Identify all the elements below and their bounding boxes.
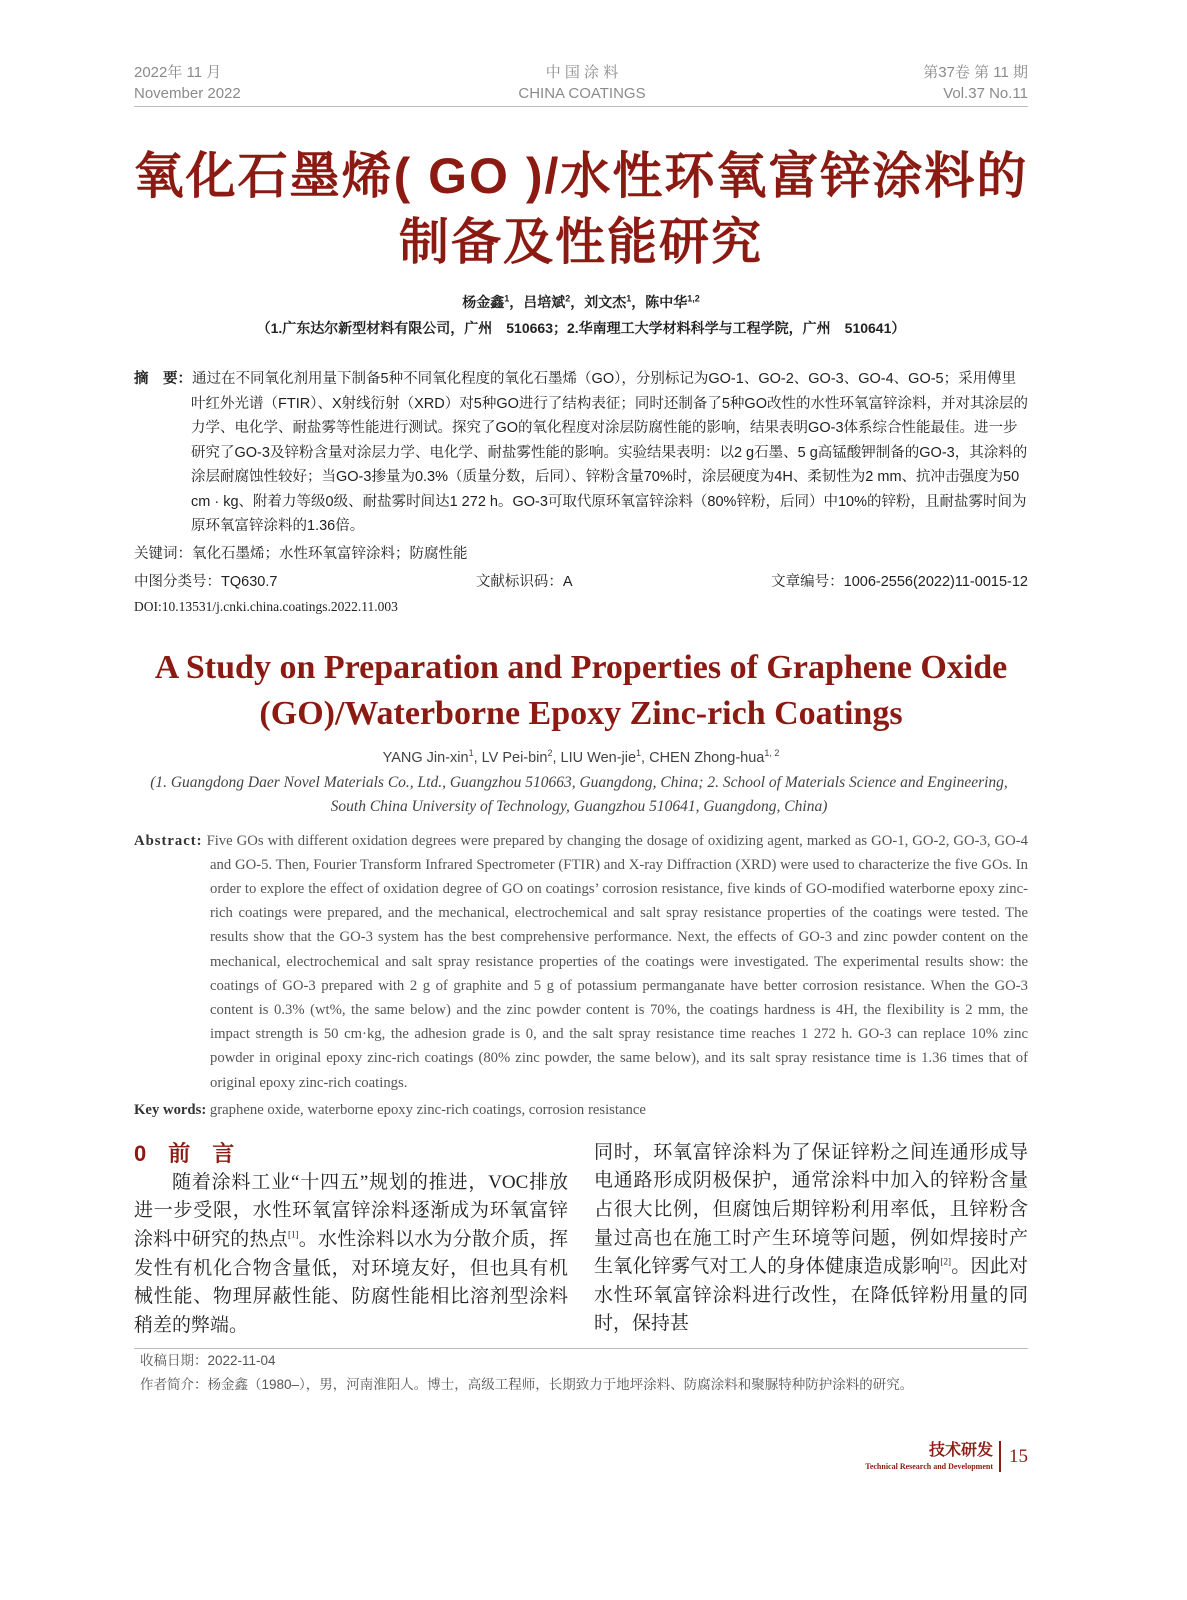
body-text: 随着涂料工业“十四五”规划的推进，VOC排放进一步受限，水性环氧富锌涂料逐渐成为环氧富锌涂料中研究的热点 [134,1171,568,1250]
author-sup: 1 [468,747,474,758]
journal-en: CHINA COATINGS [518,85,646,102]
cn-title-line: 制备及性能研究 [399,214,763,270]
author-sup: 1 [504,293,510,304]
body-column-right [594,1139,1028,1341]
body-text: 。因此对水性环氧富锌涂料进行改性，在降低锌粉用量的同时，保持甚 [594,1256,1028,1335]
author-sup: 2 [565,293,571,304]
cn-abstract-label: 摘 要： [134,371,192,387]
en-keywords-text: graphene oxide, waterborne epoxy zinc-rich coatings, corrosion resistance [206,1101,646,1118]
author-sup: 2 [547,747,553,758]
cn-abstract-text: 通过在不同氧化剂用量下制备5种不同氧化程度的氧化石墨烯（GO），分别标记为GO-1、GO-2、GO-3、GO-4、GO-5；采用傅里叶红外光谱（FTIR）、X射线衍射（XRD）对5种GO进行了结构表征；同时还制备了5种GO改性的水性环氧富锌涂料，并对其涂层的力学、电化学、耐盐雾等性能进行测试。探究了GO的氧化程度对涂层防腐性能的影响，结果表明GO-3体系综合性能最佳。进一步研究了GO-3及锌粉含量对涂层力学、电化学、耐盐雾性能的影响。实验结果表明：以2 g石墨、5 g高锰酸钾制备的GO-3，其涂料的涂层耐腐蚀性较好；当GO-3掺量为0.3%（质量分数，后同）、锌粉含量70%时，涂层硬度为4H、柔韧性为2 mm、抗冲击强度为50 cm · kg、附着力等级0级、耐盐雾时间达1 272 h。GO-3可取代原环氧富锌涂料（80%锌粉，后同）中10%的锌粉，且耐盐雾时间为原环氧富锌涂料的1.36倍。 [191,371,1028,534]
issue-en: Vol.37 No.11 [943,85,1028,102]
author: CHEN Zhong-hua [649,749,765,766]
article-number: 文章编号：1006-2556(2022)11-0015-12 [771,573,1028,590]
cn-authors: 杨金鑫$^1$，吕培斌$^2$，刘文杰$^1$，陈中华$^{1,2}$ [462,293,700,310]
cn-title [100,143,1062,275]
en-title [100,645,1062,737]
clc-number: 中图分类号：TQ630.7 [134,573,278,590]
en-affiliation: (1. Guangdong Daer Novel Materials Co., Ltd., Guangzhou 510663, Guangdong, China; 2. School of Materials Science and Engineering, South China University of Technology, Guangzhou 510641, Guangdong, China) [150,773,1008,815]
citation-link[interactable]: [2] [940,1256,951,1267]
section-cn: 技术研发 [928,1442,993,1460]
document-code: 文献标识码：A [475,573,573,590]
en-abstract-label: Abstract: [134,832,203,849]
author-sup: 1 [626,293,632,304]
en-keywords [134,1099,1028,1121]
author: 陈中华 [645,294,688,310]
en-authors: YANG Jin-xin$^1$, LV Pei-bin$^2$, LIU Wen-jie$^1$, CHEN Zhong-hua$^{1, 2}$ [382,747,780,766]
en-title-line: A Study on Preparation and Properties of Graphene Oxide [154,648,1008,686]
body-columns [134,1139,1028,1341]
cn-affiliation: （1.广东达尔新型材料有限公司，广州 510663；2.华南理工大学材料科学与工程学院，广州 510641） [256,320,906,336]
author: 吕培斌 [523,294,566,310]
section-en: Technical Research and Development [865,1462,993,1472]
page-footer [134,1441,1028,1472]
author: YANG Jin-xin [382,749,469,766]
received-date: 收稿日期：2022-11-04 [140,1353,276,1369]
author: 杨金鑫 [462,294,505,310]
cn-classification [134,571,1028,593]
en-title-line: (GO)/Waterborne Epoxy Zinc-rich Coatings [259,694,903,732]
body-text: 。水性涂料以水为分散介质，挥发性有机化合物含量低，对环境友好，但也具有机械性能、物理屏蔽性能、防腐性能相比溶剂型涂料稍差的弊端。 [134,1228,568,1336]
author: LV Pei-bin [481,749,548,766]
en-abstract [134,829,1028,1095]
author-bio: 作者简介：杨金鑫（1980–），男，河南淮阳人。博士，高级工程师，长期致力于地坪涂料、防腐涂料和聚脲特种防护涂料的研究。 [140,1377,914,1393]
body-paragraph [134,1169,568,1341]
cn-title-line: 氧化石墨烯( GO )/水性环氧富锌涂料的 [133,148,1029,204]
page-number: 15 [1009,1445,1028,1467]
section-heading: 0 前 言 [134,1140,235,1166]
cn-keywords: 关键词：氧化石墨烯；水性环氧富锌涂料；防腐性能 [134,545,468,562]
cn-abstract [134,367,1028,539]
cn-abstract-block [134,367,1028,617]
header-date [134,62,241,104]
journal-cn: 中 国 涂 料 [545,64,619,81]
date-en: November 2022 [134,85,241,102]
issue-cn: 第37卷 第 11 期 [923,64,1028,81]
author-sup: 1, 2 [764,747,780,758]
body-column-left [134,1139,568,1341]
date-cn: 2022年 11 月 [134,64,222,81]
running-header [134,62,1028,107]
citation-link[interactable]: [1] [288,1229,299,1240]
en-keywords-label: Key words: [134,1101,207,1118]
author-sup: 1,2 [687,293,700,304]
en-abstract-text: Five GOs with different oxidation degrees were prepared by changing the dosage of oxidizing agent, marked as GO-1, GO-2, GO-3, GO-4 and GO-5. Then, Fourier Transform Infrared Spectrometer (FTIR) and X-ray Diffraction (XRD) were used to characterize the five GOs. In order to explore the effect of oxidation degree of GO on coatings’ corrosion resistance, five kinds of GO-modified waterborne epoxy zinc-rich coatings were prepared, and the mechanical, electrochemical and salt spray resistance properties of the coatings were tested. The results show that the GO-3 system has the best comprehensive performance. Next, the effects of GO-3 and zinc powder content on the mechanical, electrochemical and salt spray resistance properties of the coatings were investigated. The experimental results show: the coatings of GO-3 prepared with 2 g of graphite and 5 g of potassium permanganate have better corrosion resistance. When the GO-3 content is 0.3% (wt%, the same below) and the zinc powder content is 70%, the coatings hardness is 4H, the flexibility is 2 mm, the impact strength is 50 cm·kg, the adhesion grade is 0, and the salt spray resistance time reaches 1 272 h. GO-3 can replace 10% zinc powder in original epoxy zinc-rich coatings (80% zinc powder, the same below), and its salt spray resistance time is 1.36 times that of original epoxy zinc-rich coatings. [206,832,1029,1091]
body-text: 同时，环氧富锌涂料为了保证锌粉之间连通形成导电通路形成阴极保护，通常涂料中加入的锌粉含量占很大比例，但腐蚀后期锌粉利用率低，且锌粉含量过高也在施工时产生环境等问题，例如焊接时产生氧化锌雾气对工人的身体健康造成影响 [594,1141,1028,1278]
header-journal [518,62,645,104]
header-issue [923,62,1028,104]
doi[interactable]: DOI:10.13531/j.cnki.china.coatings.2022.11.003 [134,598,398,614]
author: LIU Wen-jie [560,749,637,766]
author-sup: 1 [636,747,642,758]
section-brand [865,1441,1001,1472]
author: 刘文杰 [584,294,627,310]
